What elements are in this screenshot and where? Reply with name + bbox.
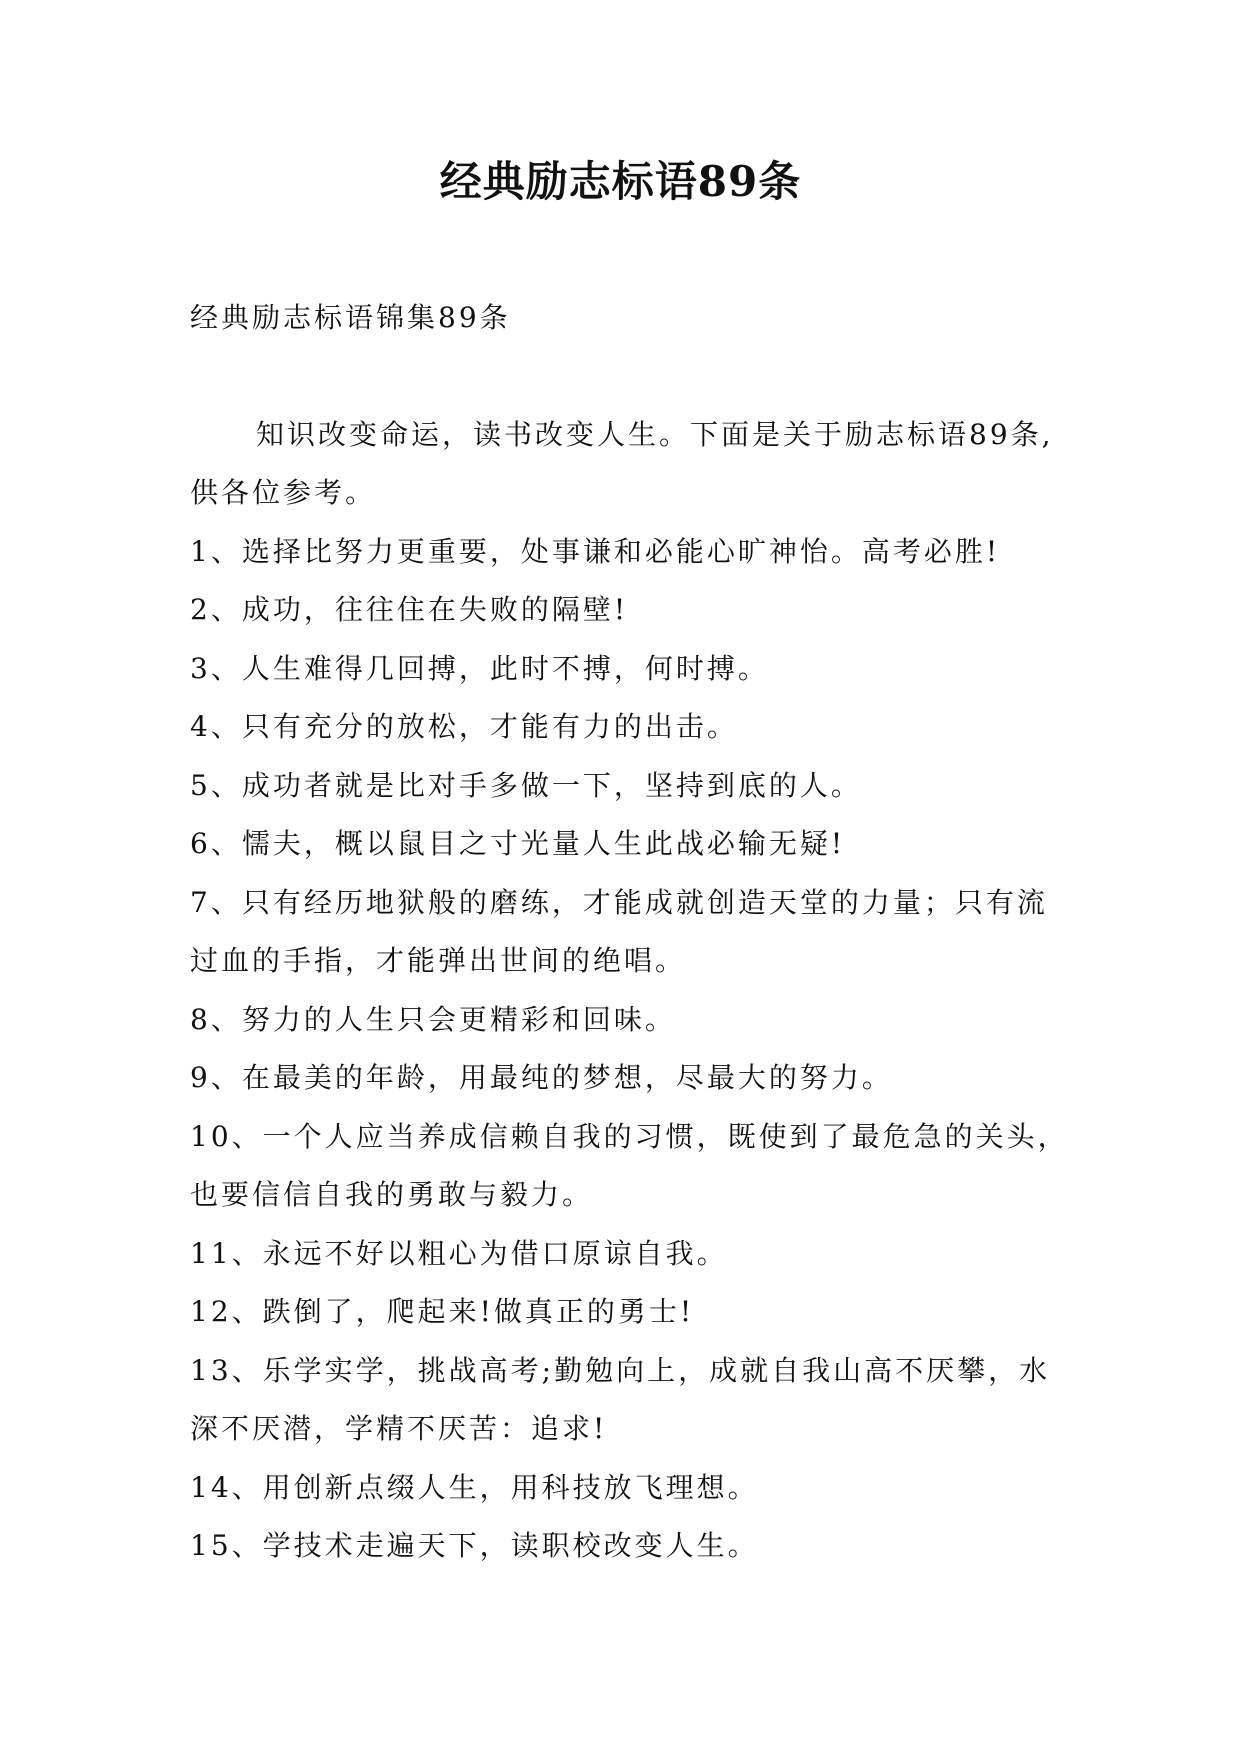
intro-paragraph: 知识改变命运，读书改变人生。下面是关于励志标语89条,供各位参考。 <box>190 417 1054 509</box>
slogan-item: 4、只有充分的放松，才能有力的出击。 <box>190 710 738 743</box>
slogan-item: 1、选择比努力更重要，处事谦和必能心旷神怡。高考必胜! <box>190 534 1001 568</box>
slogan-item: 14、用创新点缀人生，用科技放飞理想。 <box>190 1470 759 1504</box>
slogan-item: 3、人生难得几回搏，此时不搏，何时搏。 <box>190 651 769 685</box>
slogan-item: 7、只有经历地狱般的磨练，才能成就创造天堂的力量；只有流过血的手指，才能弹出世间的绝唱。 <box>190 885 1048 977</box>
document-title: 经典励志标语89条 <box>439 157 802 206</box>
slogan-item: 5、成功者就是比对手多做一下，坚持到底的人。 <box>190 768 862 802</box>
slogan-item: 6、懦夫，概以鼠目之寸光量人生此战必输无疑! <box>190 827 846 860</box>
slogan-item: 13、乐学实学，挑战高考;勤勉向上，成就自我山高不厌攀，水深不厌潜，学精不厌苦：追求! <box>190 1353 1051 1445</box>
document-body <box>190 289 1070 1576</box>
slogan-item: 11、永远不好以粗心为借口原谅自我。 <box>190 1236 728 1270</box>
slogan-item: 2、成功，往往住在失败的隔壁! <box>190 593 629 626</box>
slogan-item: 10、一个人应当养成信赖自我的习惯，既使到了最危急的关头，也要信信自我的勇敢与毅力。 <box>190 1119 1069 1211</box>
slogan-item: 12、跌倒了，爬起来!做真正的勇士! <box>190 1295 695 1328</box>
document-subtitle: 经典励志标语锦集89条 <box>190 301 511 334</box>
slogan-item: 15、学技术走遍天下，读职校改变人生。 <box>190 1529 759 1562</box>
slogan-item: 9、在最美的年龄，用最纯的梦想，尽最大的努力。 <box>190 1061 893 1094</box>
slogan-item: 8、努力的人生只会更精彩和回味。 <box>190 1002 676 1036</box>
